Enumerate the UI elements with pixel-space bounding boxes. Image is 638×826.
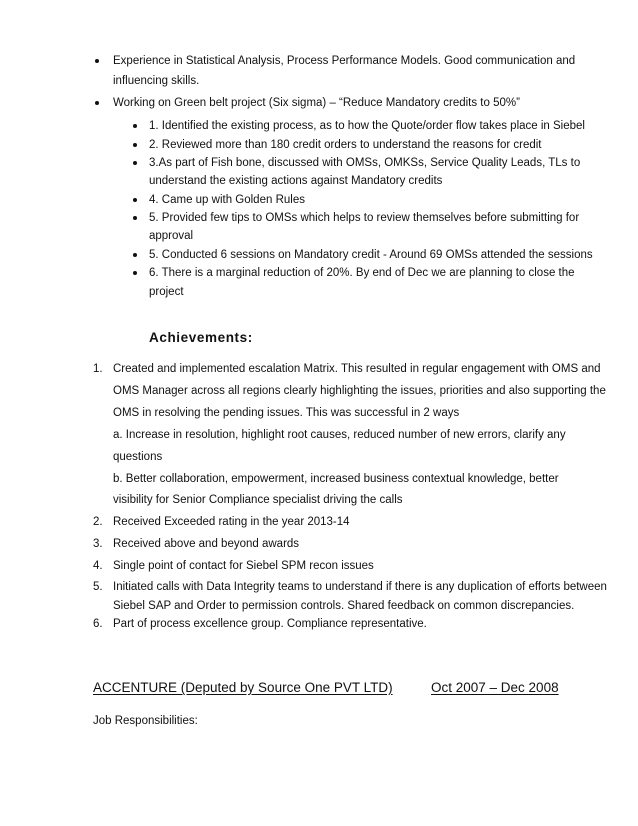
bullet-dot bbox=[133, 216, 137, 220]
item-number: 4. bbox=[93, 560, 103, 572]
bullet-dot bbox=[133, 198, 137, 202]
item-number: 6. bbox=[93, 618, 103, 630]
bullet-dot bbox=[133, 124, 137, 128]
bullet-dot bbox=[133, 161, 137, 165]
sub-bullet-text: 5. Provided few tips to OMSs which helps to review themselves before submitting for bbox=[149, 212, 580, 224]
item-text: Received Exceeded rating in the year 2013-14 bbox=[113, 516, 350, 528]
bullet-dot bbox=[133, 271, 137, 275]
sub-bullet-text: 3.As part of Fish bone, discussed with OMSs, OMKSs, Service Quality Leads, TLs to bbox=[149, 157, 581, 169]
item-text: visibility for Senior Compliance specialist driving the calls bbox=[113, 494, 403, 506]
bullet-text: Working on Green belt project (Six sigma) – “Reduce Mandatory credits to 50%” bbox=[113, 97, 520, 109]
item-text: Initiated calls with Data Integrity teams to understand if there is any duplication of efforts between bbox=[113, 581, 607, 593]
bullet-dot bbox=[95, 101, 99, 105]
bullet-dot bbox=[95, 59, 99, 63]
item-text: Created and implemented escalation Matrix. This resulted in regular engagement with OMS and bbox=[113, 363, 601, 375]
item-text: Part of process excellence group. Compliance representative. bbox=[113, 618, 427, 630]
sub-bullet-text: 6. There is a marginal reduction of 20%. By end of Dec we are planning to close the bbox=[149, 267, 575, 279]
item-text: Single point of contact for Siebel SPM recon issues bbox=[113, 560, 374, 572]
item-text: OMS in resolving the pending issues. This was successful in 2 ways bbox=[113, 407, 460, 419]
sub-bullet-text: 2. Reviewed more than 180 credit orders to understand the reasons for credit bbox=[149, 139, 542, 151]
item-number: 1. bbox=[93, 363, 103, 375]
item-text: questions bbox=[113, 451, 163, 463]
item-number: 3. bbox=[93, 538, 103, 550]
job-responsibilities-label: Job Responsibilities: bbox=[93, 715, 198, 727]
item-text: b. Better collaboration, empowerment, increased business contextual knowledge, better bbox=[113, 473, 559, 485]
item-number: 5. bbox=[93, 581, 103, 593]
employment-period: Oct 2007 – Dec 2008 bbox=[431, 680, 559, 695]
item-text: Received above and beyond awards bbox=[113, 538, 300, 550]
sub-bullet-text: 1. Identified the existing process, as to how the Quote/order flow takes place in Siebel bbox=[149, 120, 585, 132]
sub-bullet-text: 5. Conducted 6 sessions on Mandatory credit - Around 69 OMSs attended the sessions bbox=[149, 249, 593, 261]
sub-bullet-text: project bbox=[149, 286, 184, 298]
item-text: OMS Manager across all regions clearly highlighting the issues, priorities and also supporting the bbox=[113, 385, 606, 397]
sub-bullet-text: understand the existing actions against Mandatory credits bbox=[149, 175, 443, 187]
bullet-text: Experience in Statistical Analysis, Process Performance Models. Good communication and bbox=[113, 55, 576, 67]
achievements-heading: Achievements: bbox=[149, 330, 253, 345]
sub-bullet-text: 4. Came up with Golden Rules bbox=[149, 194, 305, 206]
employer-name: ACCENTURE (Deputed by Source One PVT LTD) bbox=[93, 680, 393, 695]
bullet-text: influencing skills. bbox=[113, 75, 200, 87]
bullet-dot bbox=[133, 253, 137, 257]
sub-bullet-text: approval bbox=[149, 230, 194, 242]
item-text: Siebel SAP and Order to permission controls. Shared feedback on common discrepancies. bbox=[113, 600, 575, 612]
item-text: a. Increase in resolution, highlight root causes, reduced number of new errors, clarify any bbox=[113, 429, 566, 441]
item-number: 2. bbox=[93, 516, 103, 528]
bullet-dot bbox=[133, 143, 137, 147]
